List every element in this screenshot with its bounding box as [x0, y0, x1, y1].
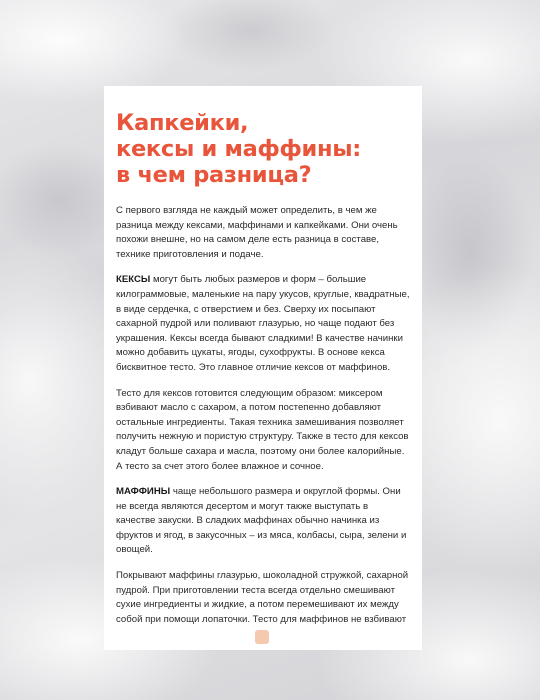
intro-paragraph: С первого взгляда не каждый может определить, в чем же разница между кексами, маффинами и капкейками. Они очень похожи внешне, но на самом деле есть разница в составе, технике приготовления и подаче. [116, 205, 398, 260]
article-card [104, 86, 422, 650]
dough-paragraph: Тесто для кексов готовится следующим образом: миксером взбивают масло с сахаром, а потом постепенно добавляют остальные ингредиенты. Такая техника замешивания позволяет получить нежную и пористую структуру. Также в тесто для кексов кладут больше сахара и масла, поэтому они более калорийные. А тесто за счет этого более влажное и сочное. [116, 387, 409, 472]
title-line-3: в чем разница? [116, 162, 312, 188]
keksy-lead-term: КЕКСЫ [116, 274, 151, 286]
title-line-2: кексы и маффины: [116, 136, 361, 162]
page-marker-decoration [255, 630, 269, 644]
muffins-body-text: чаще небольшого размера и округлой формы. Они не всегда являются десертом и могут также выступать в качестве закуски. В сладких маффинах обычно начинка из фруктов и ягод, в закусочных – из мяса, колбасы, сыра, зелени и овощей. [116, 486, 407, 556]
muffins-paragraph [116, 485, 410, 558]
glaze-paragraph: Покрывают маффины глазурью, шоколадной стружкой, сахарной пудрой. При приготовлении теста всегда отдельно смешивают сухие ингредиенты и жидкие, а потом перемешивают их между собой при помощи лопаточки. Тесто для маффинов не взбивают [116, 570, 409, 625]
title-line-1: Капкейки, [116, 110, 249, 136]
article-title [116, 110, 410, 188]
keksy-body-text: могут быть любых размеров и форм – большие килограммовые, маленькие на пару укусов, круглые, квадратные, в виде сердечка, с отверстием и без. Сверху их посыпают сахарной пудрой или поливают глазурью, но чаще подают без украшения. Кексы всегда бывают сладкими! В качестве начинки можно добавить цукаты, ягоды, сухофрукты. В основе кекса бисквитное тесто. Это главное отличие кексов от маффинов. [116, 274, 410, 373]
muffins-lead-term: МАФФИНЫ [116, 486, 171, 498]
keksy-paragraph [116, 273, 410, 375]
